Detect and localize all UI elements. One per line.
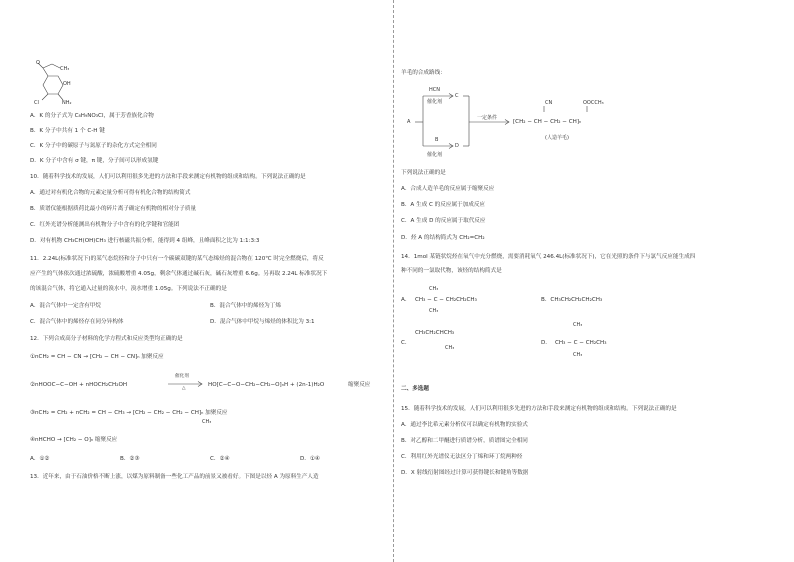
q12-option-d: D．①④ (300, 456, 320, 462)
scheme-catalyst-top: 催化剂 (427, 99, 443, 105)
q15-option-b: B．对乙醇和二甲醚进行质谱分析，质谱图完全相同 (401, 438, 528, 444)
q12-eq2-type: 缩聚反应 (348, 382, 371, 388)
q11-line-2: 应产生的气体依次通过浓硫酸，浓硫酸增重 4.05g，剩余气体通过碱石灰，碱石灰增重 6.6g。另再取 2.24L 标准状况下 (30, 271, 328, 277)
q13-option-a: A．合成人造羊毛的反应属于缩聚反应 (401, 186, 495, 192)
q15-option-a: A．通过李比希元素分析仪可以确定有机物的实验式 (401, 422, 528, 428)
scheme-condition: 一定条件 (477, 115, 498, 121)
k-label-nh2: NH₂ (62, 100, 72, 106)
q14-c-main: CH₃CH₂CHCH₃ (415, 330, 455, 336)
q13-stem: 13．近年来，由于石油价格不断上涨，以煤为原料制备一些化工产品的前景又被看好。下图是以烃 A 为原料生产人造 (30, 474, 319, 480)
q15-option-c: C．利用红外光谱仪无法区分丁烯和环丁烷两种烃 (401, 454, 523, 460)
q13-prompt: 下列说法正确的是 (401, 170, 446, 176)
scheme-c: C (455, 93, 459, 99)
q12-option-b: B．②③ (120, 456, 140, 462)
q9-option-d: D．K 分子中含有 σ 键，π 键，分子间可以形成氢键 (30, 158, 159, 164)
q14-a-top: CH₃ (429, 286, 439, 292)
q13-continuation: 羊毛的合成路线： (401, 70, 446, 76)
scheme-hcn: HCN (429, 87, 440, 93)
q12-option-c: C．②④ (210, 456, 230, 462)
q14-d-label: D． (541, 340, 551, 346)
q12-eq3-methyl: CH₃ (202, 419, 212, 425)
q14-d-bottom: CH₃ (573, 352, 583, 358)
q14-a-label: A． (401, 297, 411, 303)
q14-a-main: CH₃ − C − CH₂CH₂CH₃ (415, 297, 477, 303)
q14-line-1: 14．1mol 某链状烷烃在氧气中充分燃烧，需要消耗氧气 246.4L(标准状况下)，它在光照的条件下与氯气反应能生成四 (401, 254, 696, 260)
q12-eq2-right: HO[C−C−O−CH₂−CH₂−O]ₙH + (2n-1)H₂O (208, 382, 325, 388)
scheme-catalyst-bottom: 催化剂 (427, 152, 443, 158)
q13-option-d: D．烃 A 的结构简式为 CH₂=CH₂ (401, 235, 485, 241)
q11-line-3: 的该混合气体，将它通入过量的溴水中，溴水增重 1.05g。下列说法不正确的是 (30, 286, 227, 292)
k-label-o: O (36, 60, 40, 66)
k-label-ch3: CH₃ (60, 66, 70, 72)
q12-option-a: A．①② (30, 456, 50, 462)
q9-option-c: C．K 分子中的碳原子与氮原子的杂化方式完全相同 (30, 143, 157, 149)
q12-stem: 12．下列合成高分子材料的化学方程式和反应类型均正确的是 (30, 336, 183, 342)
q12-eq2-catalyst: 催化剂 (175, 374, 189, 379)
q10-option-c: C．红外光谱分析能测出有机物分子中含有的化学键和官能团 (30, 222, 180, 228)
q14-c-sub: CH₃ (445, 345, 455, 351)
q9-option-a: A．K 的分子式为 C₈H₉NO₃Cl，属于芳香族化合物 (30, 113, 154, 119)
q10-option-b: B．质谱仪能根据质荷比最小的碎片离子确定有机物的相对分子质量 (30, 206, 197, 212)
q10-stem: 10．随着科学技术的发展，人们可以利用很多先进的方法和手段来测定有机物的组成和结构。下列说法正确的是 (30, 174, 306, 180)
q9-option-b: B．K 分子中共有 1 个 C-H 键 (30, 128, 105, 134)
q12-eq1: ①nCH₂ = CH − CN → [CH₂ − CH − CN]ₙ 加聚反应 (30, 354, 164, 360)
q15-option-d: D．X 射线衍射图经过计算可获得键长和键角等数据 (401, 470, 529, 476)
column-divider (393, 0, 394, 562)
q14-c-label: C． (401, 340, 411, 346)
scheme-d: D (455, 143, 459, 149)
scheme-polymer: [CH₂ − CH − CH₂ − CH]ₙ (513, 119, 582, 125)
k-label-cl: Cl (34, 100, 39, 106)
q10-option-d: D．对有机物 CH₃CH(OH)CH₃ 进行核磁共振分析，能得到 4 组峰，且峰面积之比为 1:1:3:3 (30, 238, 260, 244)
k-label-oh: OH (63, 81, 71, 87)
q10-option-a: A．通过对有机化合物的元素定量分析可得有机化合物的结构简式 (30, 190, 191, 196)
q14-d-top: CH₃ (573, 322, 583, 328)
q12-eq2-left: ②nHOOC−C−OH + nHOCH₂CH₂OH (30, 382, 128, 388)
q11-line-1: 11．2.24L(标准状况下)的某气态烷烃和分子中只有一个碳碳双键的某气态烯烃的混合物在 120℃ 时完全燃烧后，将反 (30, 256, 324, 262)
q13-option-b: B．A 生成 C 的反应属于加成反应 (401, 202, 486, 208)
q11-option-a: A．混合气体中一定含有甲烷 (30, 303, 101, 309)
q15-stem: 15．随着科学技术的发展，人们可以利用很多先进的方法和手段来测定有机物的组成和结构。下列说法正确的是 (401, 406, 677, 412)
q11-option-d: D．混合气体中甲烷与烯烃的体积比为 3:1 (210, 319, 315, 325)
q14-d-main: CH₃ − C − CH₂CH₃ (555, 340, 607, 346)
scheme-cn: CN (545, 100, 553, 106)
q13-option-c: C．A 生成 D 的反应属于取代反应 (401, 218, 486, 224)
q12-eq4: ④nHCHO → [CH₂ − O]ₙ 缩聚反应 (30, 437, 118, 443)
section-multi-choice: 二、多选题 (401, 386, 429, 392)
q12-eq3: ③nCH₂ = CH₂ + nCH₂ = CH − CH₃ → [CH₂ − CH₂ − CH₂ − CH]ₙ 加聚反应 (30, 410, 228, 416)
scheme-a: A (407, 119, 411, 125)
q14-line-2: 种不同的一氯取代物，该烃的结构简式是 (401, 268, 502, 274)
scheme-caption: (人造羊毛) (545, 135, 569, 141)
q11-option-c: C．混合气体中的烯烃存在同分异构体 (30, 319, 124, 325)
q11-option-b: B．混合气体中的烯烃为丁烯 (210, 303, 281, 309)
q14-a-bottom: CH₃ (429, 308, 439, 314)
q12-eq2-heat: △ (182, 386, 186, 391)
q14-b: B．CH₃CH₂CH₂CH₂CH₃ (541, 297, 603, 303)
scheme-b: B (435, 137, 439, 143)
scheme-ester: OOCCH₃ (583, 100, 604, 106)
